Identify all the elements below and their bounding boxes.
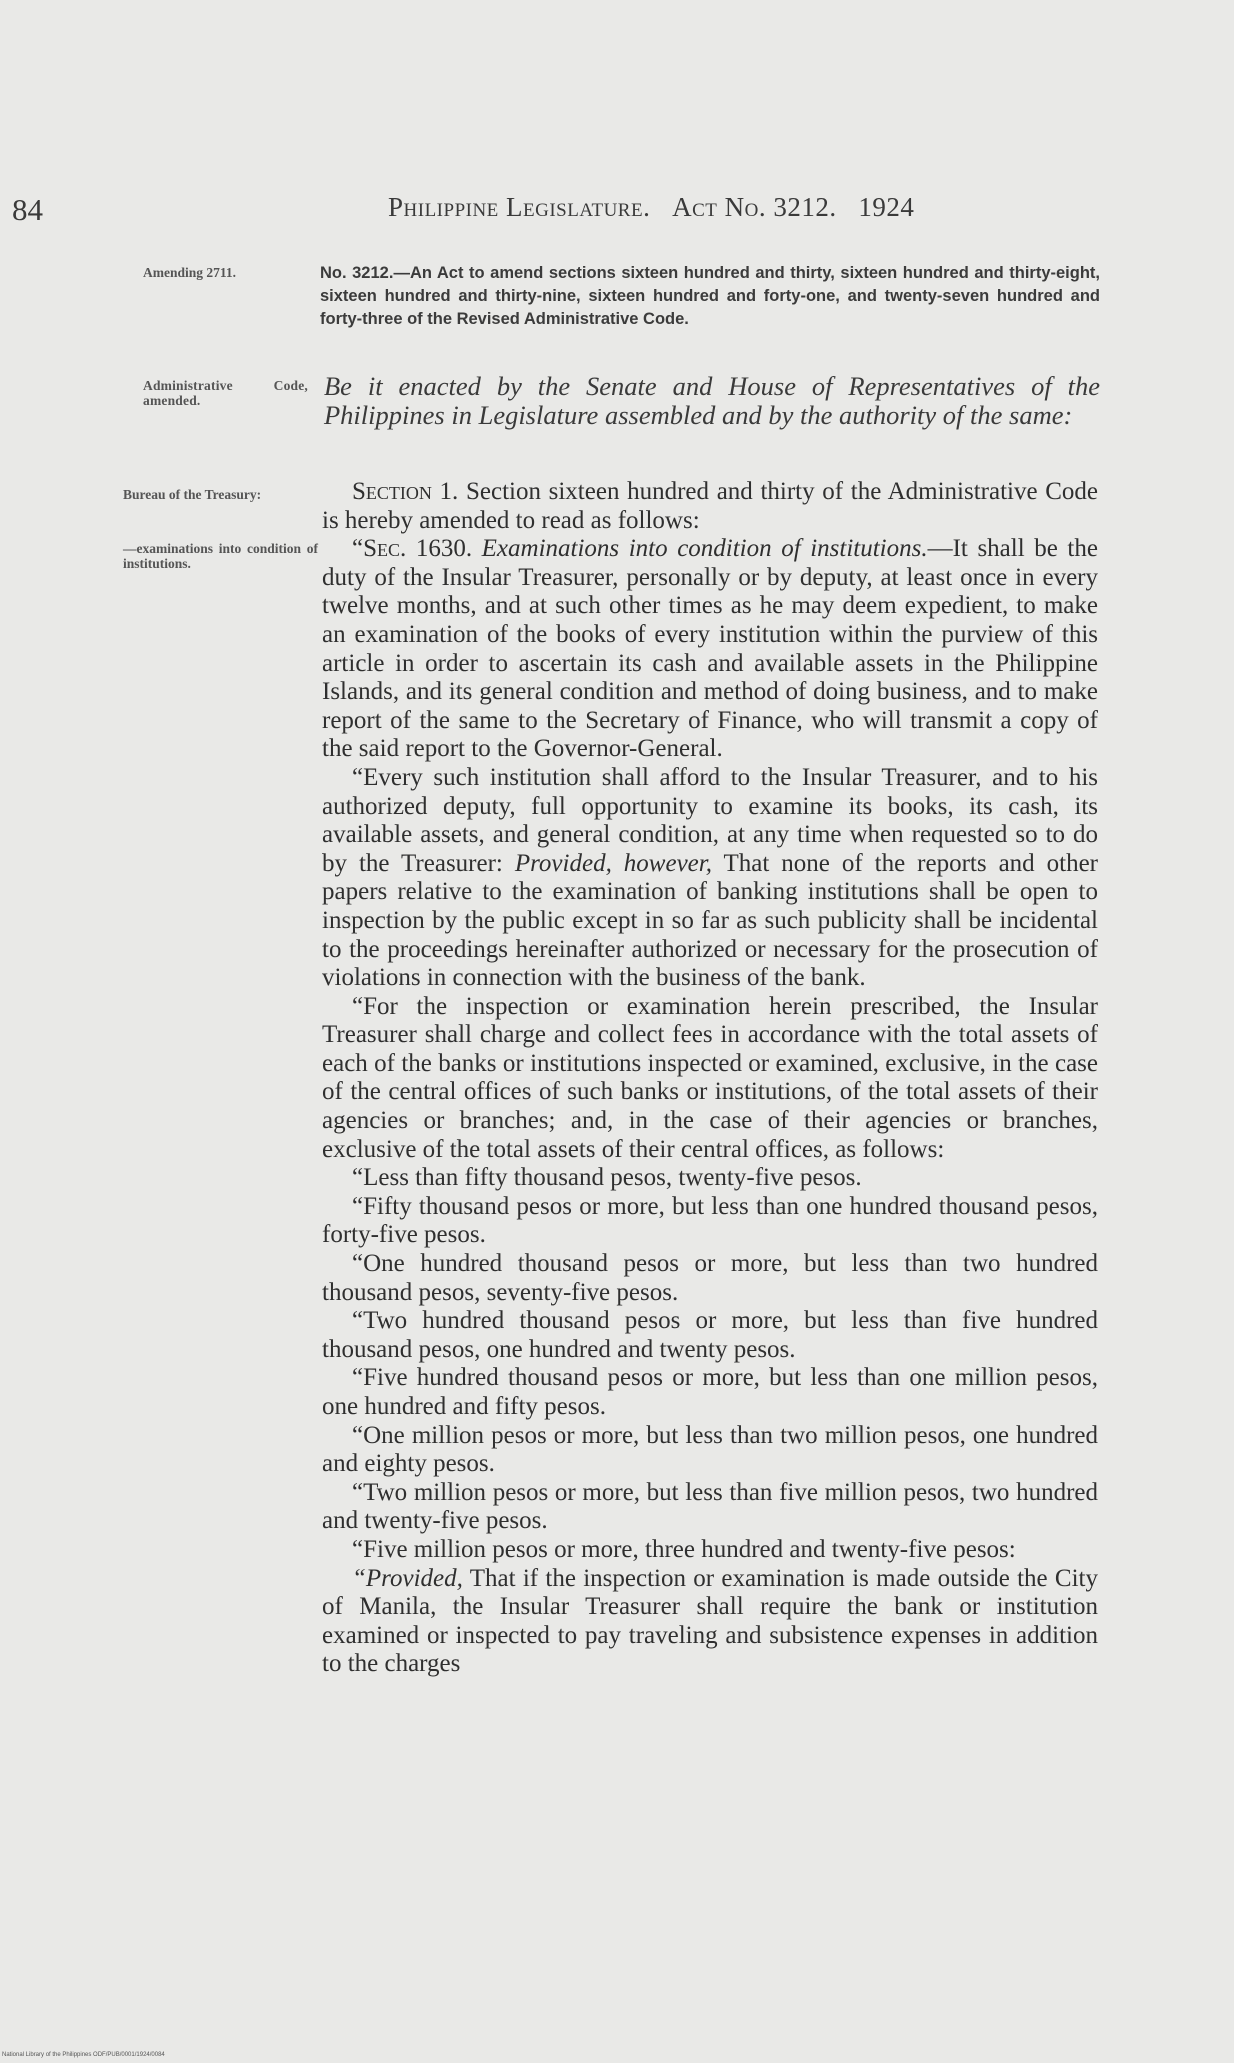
paragraph-provided-proviso: “Provided, [352, 1564, 463, 1592]
margin-note-examinations: —examinations into condition of institutions. [123, 541, 318, 571]
section-1-paragraph [322, 478, 1098, 535]
fee-item: “Five million pesos or more, three hundred and twenty-five pesos: [352, 1535, 1016, 1563]
paragraph-provided [322, 1565, 1098, 1679]
section-1-text: Section sixteen hundred and thirty of the Administrative Code is hereby amended to read as follows: [322, 478, 1098, 534]
page-number: 84 [12, 192, 43, 227]
act-title-text: —An Act to amend sections sixteen hundred and thirty, sixteen hundred and thirty-eight, sixteen hundred and thirty-nine, sixteen hundred and forty-one, and twenty-seven hundred and forty-three of the Revised Administrative Code. [320, 264, 1100, 328]
fee-item: “Fifty thousand pesos or more, but less than one hundred thousand pesos, forty-five pesos. [322, 1192, 1098, 1249]
running-head-publication: Philippine Legislature. [388, 192, 651, 222]
enacting-clause: Be it enacted by the Senate and House of Representatives of the Philippines in Legislature assembled and by the authority of the same: [324, 371, 1100, 430]
fee-item: “One million pesos or more, but less than two million pesos, one hundred and eighty pesos. [322, 1421, 1098, 1478]
paragraph-every-text: “Every such institution shall afford to the Insular Treasurer, and to his authorized deputy, full opportunity to examine its books, its cash, its available assets, and general condition, at any time when requested so to do by the Treasurer: [322, 763, 1098, 877]
margin-note-administrative: Administrative Code, amended. [143, 378, 308, 408]
margin-note-amending: Amending 2711. [143, 265, 237, 280]
fee-item: “Two million pesos or more, but less than five million pesos, two hundred and twenty-five pesos. [322, 1478, 1098, 1535]
fee-item: “Less than fifty thousand pesos, twenty-five pesos. [352, 1164, 862, 1192]
sec-1630-text: —It shall be the duty of the Insular Treasurer, personally or by deputy, at least once in every twelve months, and at such other times as he may deem expedient, to make an examination of the books of every institution within the purview of this article in order to ascertain its cash and available assets in the Philippine Islands, and its general condition and method of doing business, and to make report of the same to the Secretary of Finance, who will transmit a copy of the said report to the Governor-General. [322, 535, 1098, 763]
act-title [320, 262, 1100, 331]
sec-1630-heading: Examinations into condition of institutions. [481, 535, 928, 563]
running-head-act: Act No. 3212. [672, 192, 837, 222]
paragraph-provided-text: That if the inspection or examination is made outside the City of Manila, the Insular Treasurer shall require the bank or institution examined or inspected to pay traveling and subsistence expenses in addition to the charges [322, 1564, 1098, 1678]
running-head-year: 1924 [858, 192, 915, 222]
act-number: No. 3212. [320, 264, 394, 282]
fee-item: “Two hundred thousand pesos or more, but less than five hundred thousand pesos, one hundred and twenty pesos. [322, 1307, 1098, 1363]
fee-item: “Five hundred thousand pesos or more, but less than one million pesos, one hundred and fifty pesos. [322, 1364, 1098, 1420]
paragraph-fees: “For the inspection or examination herein prescribed, the Insular Treasurer shall charge and collect fees in accordance with the total assets of each of the banks or institutions inspected or examined, exclusive, in the case of the central offices of such banks or institutions, of the total assets of their agencies or branches; and, in the case of their agencies or branches, exclusive of the total assets of their central offices, as follows: [322, 992, 1098, 1163]
section-1-label: Section 1. [352, 478, 459, 505]
fee-item: “One hundred thousand pesos or more, but less than two hundred thousand pesos, seventy-five pesos. [322, 1250, 1098, 1306]
running-head [388, 192, 1048, 223]
paragraph-every-institution [322, 764, 1098, 993]
sec-1630-label: “Sec. 1630. [352, 535, 473, 563]
sec-1630-paragraph [322, 535, 1098, 764]
paragraph-every-proviso: Provided, however, [514, 849, 712, 877]
margin-note-bureau: Bureau of the Treasury: [123, 487, 262, 502]
paragraph-every-text-after: That none of the reports and other papers relative to the examination of banking institutions shall be open to inspection by the public except in so far as such publicity shall be incidental to the proceedings hereinafter authorized or necessary for the prosecution of violations in connection with the business of the bank. [322, 849, 1098, 992]
footer-attribution: National Library of the Philippines ODF/PUB/0001/1924/0084 [2, 2052, 165, 2058]
act-body [322, 478, 1098, 1679]
